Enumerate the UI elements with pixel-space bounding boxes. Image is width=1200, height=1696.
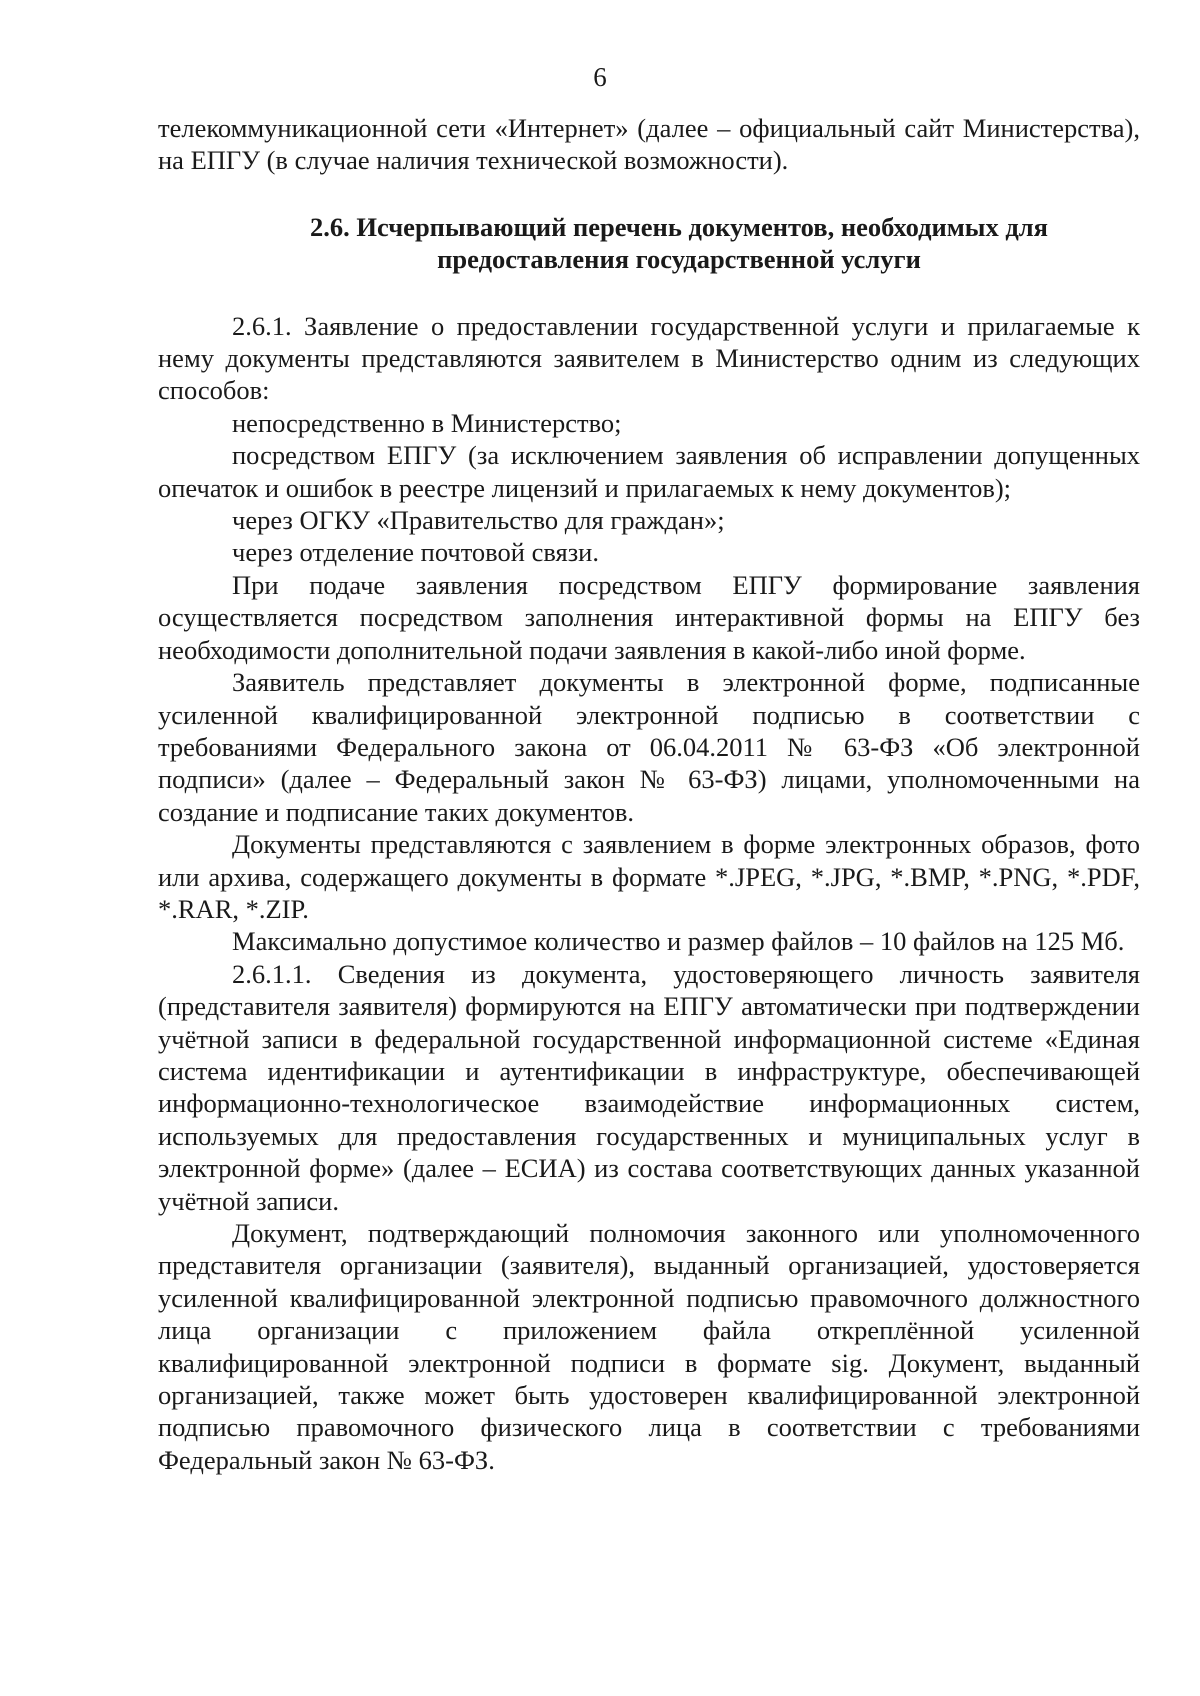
list-item-ogku: через ОГКУ «Правительство для граждан»;	[232, 505, 725, 536]
list-item-ministry: непосредственно в Министерство;	[232, 407, 622, 438]
paragraph-2-6-1-1: 2.6.1.1. Сведения из документа, удостоверяющего личность заявителя (представителя заявителя) формируются на ЕПГУ автоматически при подтверждении учётной записи в федеральной государственной информационной системе «Единая система идентификации и аутентификации в инфраструктуре, обеспечивающей информационно-технологическое взаимодействие информационных систем, используемых для предоставления государственных и муниципальных услуг в электронной форме» (далее – ЕСИА) из состава соответствующих данных указанной учётной записи.	[158, 958, 1140, 1216]
intro-paragraph: телекоммуникационной сети «Интернет» (далее – официальный сайт Министерства), на ЕПГУ (в случае наличия технической возможности).	[158, 113, 1140, 176]
paragraph-epgu-form: При подаче заявления посредством ЕПГУ формирование заявления осуществляется посредством заполнения интерактивной формы на ЕПГУ без необходимости дополнительной подачи заявления в какой-либо иной форме.	[158, 569, 1140, 665]
section-heading	[158, 211, 1140, 276]
section-heading-line-1: 2.6. Исчерпывающий перечень документов, необходимых для	[310, 211, 1048, 242]
paragraph-electronic-signature: Заявитель представляет документы в электронной форме, подписанные усиленной квалифицированной электронной подписью в соответствии с требованиями Федерального закона от 06.04.2011 № 63-ФЗ «Об электронной подписи» (далее – Федеральный закон № 63-ФЗ) лицами, уполномоченными на создание и подписание таких документов.	[158, 667, 1140, 827]
list-item-epgu: посредством ЕПГУ (за исключением заявления об исправлении допущенных опечаток и ошибок в реестре лицензий и прилагаемых к нему документов);	[158, 440, 1140, 503]
paragraph-file-formats: Документы представляются с заявлением в форме электронных образов, фото или архива, содержащего документы в формате *.JPEG, *.JPG, *.BMP, *.PNG, *.PDF, *.RAR, *.ZIP.	[158, 829, 1140, 924]
document-body	[158, 112, 1140, 1476]
paragraph-authority-document: Документ, подтверждающий полномочия законного или уполномоченного представителя организации (заявителя), выданный организацией, удостоверяется усиленной квалифицированной электронной подписью правомочного должностного лица организации с приложением файла откреплённой усиленной квалифицированной электронной подписи в формате sig. Документ, выданный организацией, также может быть удостоверен квалифицированной электронной подписью правомочного физического лица в соответствии с требованиями Федеральный закон № 63-ФЗ.	[158, 1218, 1140, 1475]
paragraph-file-limits: Максимально допустимое количество и размер файлов – 10 файлов на 125 Мб.	[232, 926, 1125, 957]
section-heading-line-2: предоставления государственной услуги	[437, 244, 921, 275]
page-number: 6	[593, 62, 607, 92]
paragraph-2-6-1: 2.6.1. Заявление о предоставлении государственной услуги и прилагаемые к нему документы представляются заявителем в Министерство одним из следующих способов:	[158, 310, 1140, 406]
list-item-post: через отделение почтовой связи.	[232, 537, 599, 568]
